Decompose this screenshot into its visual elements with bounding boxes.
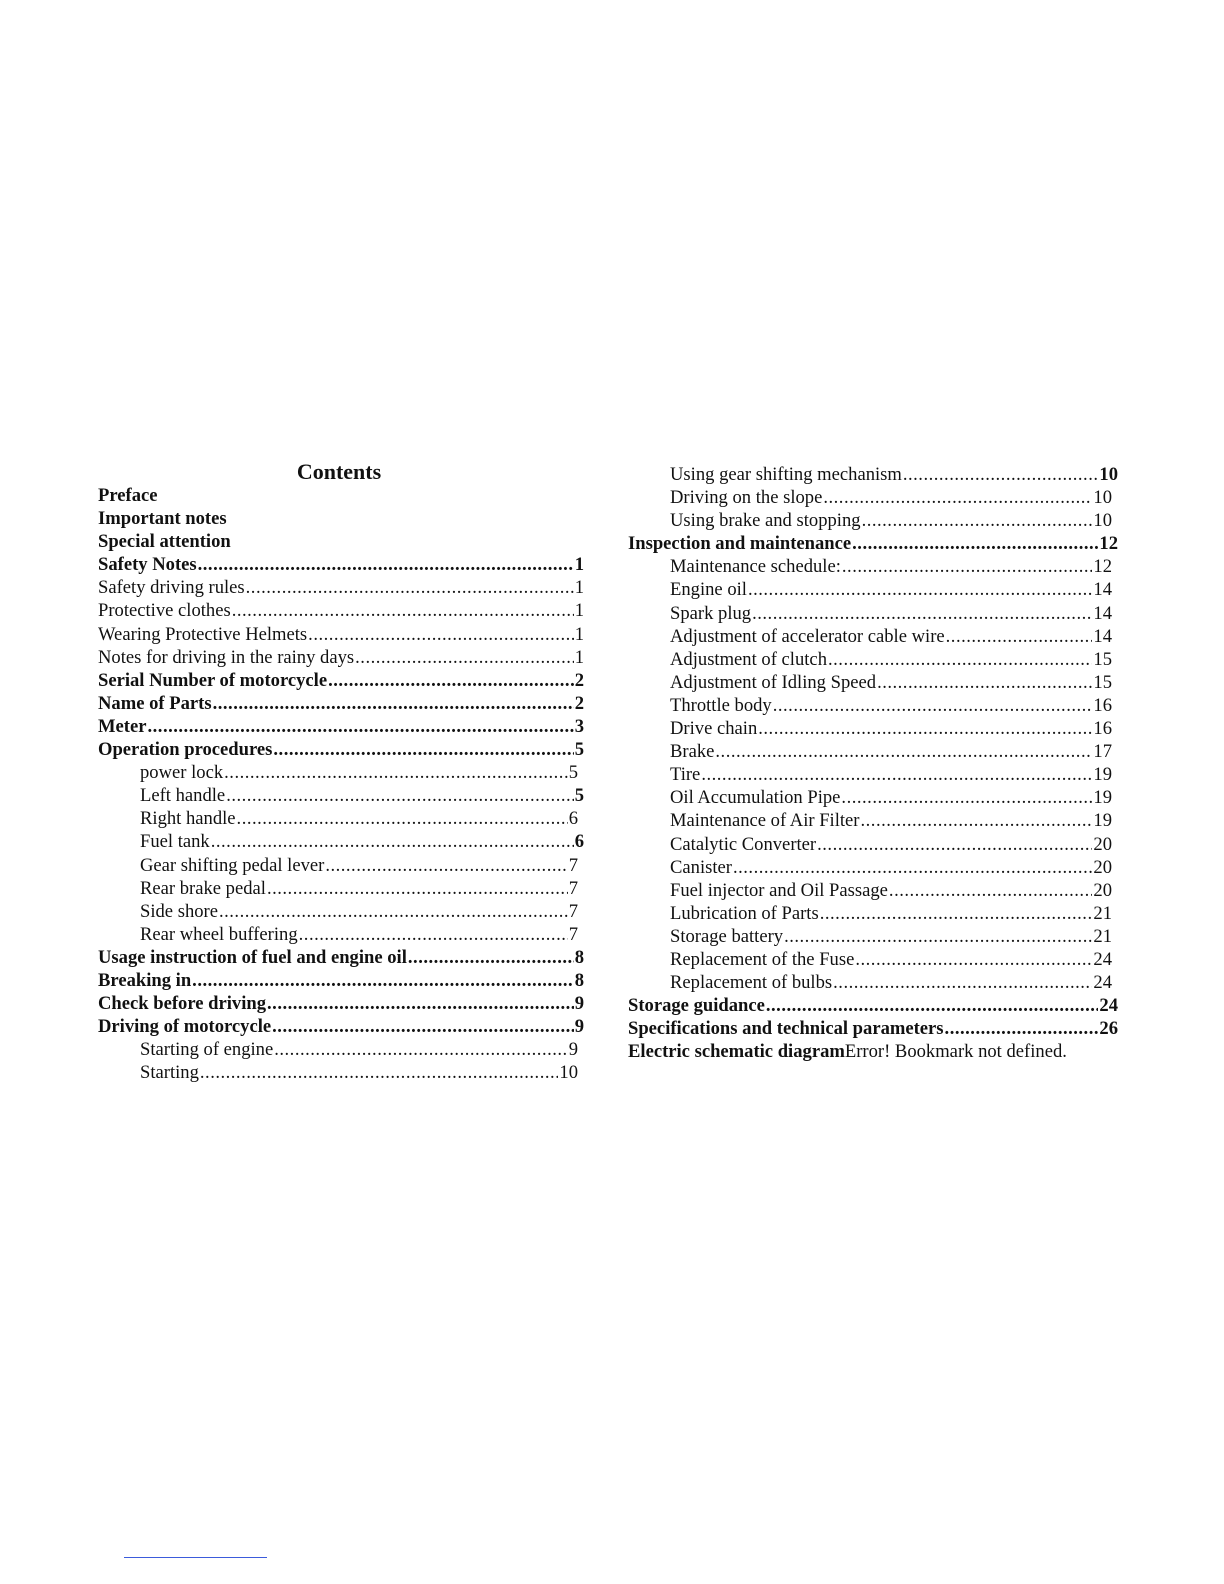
toc-entry-label: Important notes bbox=[98, 508, 227, 530]
dot-leader bbox=[267, 877, 568, 900]
toc-entry[interactable] bbox=[628, 971, 1118, 994]
toc-entry-page-number: 1 bbox=[574, 646, 584, 668]
dot-leader bbox=[862, 509, 1093, 532]
toc-entry[interactable] bbox=[98, 1061, 584, 1084]
toc-entry-page-number: 14 bbox=[1093, 579, 1112, 601]
toc-entry[interactable] bbox=[628, 1017, 1118, 1040]
toc-entry-page-number: 1 bbox=[574, 623, 584, 645]
toc-entry-page-number: 20 bbox=[1093, 856, 1112, 878]
toc-entry[interactable] bbox=[98, 854, 584, 877]
toc-entry-page-number: 19 bbox=[1093, 764, 1112, 786]
toc-entry[interactable] bbox=[98, 1038, 584, 1061]
toc-entry-label: Adjustment of accelerator cable wire bbox=[670, 625, 945, 647]
toc-entry[interactable] bbox=[98, 530, 584, 553]
toc-entry[interactable] bbox=[98, 992, 584, 1015]
toc-entry[interactable] bbox=[628, 602, 1118, 625]
toc-entry[interactable] bbox=[628, 879, 1118, 902]
toc-entry-label: Lubrication of Parts bbox=[670, 902, 819, 924]
toc-entry[interactable] bbox=[628, 809, 1118, 832]
toc-entry[interactable] bbox=[98, 923, 584, 946]
toc-entry-page-number: 10 bbox=[559, 1062, 578, 1084]
toc-entry-page-number: 24 bbox=[1099, 995, 1118, 1017]
dot-leader bbox=[828, 648, 1092, 671]
toc-entry-label: Protective clothes bbox=[98, 600, 231, 622]
toc-entry-label: Operation procedures bbox=[98, 739, 273, 761]
toc-entry[interactable] bbox=[628, 902, 1118, 925]
toc-entry[interactable] bbox=[628, 648, 1118, 671]
toc-entry-label: Rear wheel buffering bbox=[140, 923, 298, 945]
toc-entry[interactable] bbox=[98, 900, 584, 923]
dot-leader bbox=[946, 625, 1093, 648]
dot-leader bbox=[752, 602, 1092, 625]
toc-entry-page-number: 5 bbox=[574, 785, 584, 807]
dot-leader bbox=[299, 923, 568, 946]
toc-entry-page-number: 10 bbox=[1099, 464, 1118, 485]
toc-entry-label: Brake bbox=[670, 741, 715, 763]
toc-entry[interactable] bbox=[628, 486, 1118, 509]
dot-leader bbox=[855, 948, 1092, 971]
toc-entry[interactable] bbox=[628, 694, 1118, 717]
dot-leader bbox=[192, 969, 574, 992]
toc-entry-label: Wearing Protective Helmets bbox=[98, 623, 308, 645]
toc-entry-label: Catalytic Converter bbox=[670, 833, 817, 855]
toc-entry-label: Rear brake pedal bbox=[140, 877, 266, 899]
toc-entry-label: Right handle bbox=[140, 808, 236, 830]
toc-entry-error: Error! Bookmark not defined. bbox=[844, 1041, 1067, 1063]
toc-entry[interactable] bbox=[98, 784, 584, 807]
dot-leader bbox=[877, 671, 1092, 694]
toc-entry-label: Replacement of the Fuse bbox=[670, 948, 855, 970]
dot-leader bbox=[823, 486, 1092, 509]
toc-entry-page-number: 26 bbox=[1099, 1018, 1118, 1040]
dot-leader bbox=[408, 946, 574, 969]
dot-leader bbox=[355, 646, 574, 669]
toc-entry[interactable] bbox=[98, 669, 584, 692]
toc-entry-page-number: 9 bbox=[574, 1016, 584, 1038]
footnote-separator bbox=[124, 1557, 267, 1558]
toc-entry-page-number: 2 bbox=[574, 692, 584, 714]
toc-right-column bbox=[628, 463, 1118, 1063]
toc-entry-page-number: 14 bbox=[1093, 625, 1112, 647]
toc-entry-page-number: 21 bbox=[1093, 925, 1112, 947]
toc-entry-page-number: 5 bbox=[574, 739, 584, 761]
toc-entry-page-number: 20 bbox=[1093, 879, 1112, 901]
toc-entry[interactable] bbox=[628, 856, 1118, 879]
toc-entry-page-number: 6 bbox=[574, 831, 584, 853]
toc-entry-label: Driving of motorcycle bbox=[98, 1016, 272, 1038]
toc-entry-label: Safety Notes bbox=[98, 554, 197, 576]
toc-entry[interactable] bbox=[628, 786, 1118, 809]
toc-entry[interactable] bbox=[98, 553, 584, 576]
toc-entry-label: Fuel tank bbox=[140, 831, 210, 853]
toc-entry-page-number: 7 bbox=[568, 923, 578, 945]
dot-leader bbox=[701, 763, 1092, 786]
dot-leader bbox=[213, 692, 574, 715]
toc-entry-label: Oil Accumulation Pipe bbox=[670, 787, 841, 809]
dot-leader bbox=[817, 833, 1092, 856]
dot-leader bbox=[766, 994, 1099, 1017]
toc-entry-label: Adjustment of Idling Speed bbox=[670, 671, 877, 693]
dot-leader bbox=[945, 1017, 1099, 1040]
toc-entry-page-number: 1 bbox=[574, 577, 584, 599]
toc-entry[interactable] bbox=[628, 925, 1118, 948]
toc-entry-page-number: 10 bbox=[1093, 510, 1112, 532]
toc-entry[interactable] bbox=[98, 599, 584, 622]
toc-entry[interactable] bbox=[628, 833, 1118, 856]
toc-entry-label: Name of Parts bbox=[98, 692, 212, 714]
toc-entry[interactable] bbox=[98, 715, 584, 738]
toc-entry-page-number: 8 bbox=[574, 946, 584, 968]
toc-entry[interactable] bbox=[98, 576, 584, 599]
toc-entry[interactable] bbox=[628, 532, 1118, 555]
dot-leader bbox=[308, 623, 574, 646]
dot-leader bbox=[842, 555, 1093, 578]
dot-leader bbox=[246, 576, 574, 599]
toc-entry-page-number: 21 bbox=[1093, 902, 1112, 924]
toc-entry-label: Canister bbox=[670, 856, 732, 878]
toc-entry-label: Starting bbox=[140, 1062, 199, 1084]
toc-entry[interactable] bbox=[98, 877, 584, 900]
toc-entry[interactable] bbox=[628, 625, 1118, 648]
dot-leader bbox=[325, 854, 567, 877]
dot-leader bbox=[903, 463, 1099, 486]
dot-leader bbox=[273, 738, 573, 761]
toc-entry-label: Throttle body bbox=[670, 694, 772, 716]
toc-entry-label: Using brake and stopping bbox=[670, 510, 861, 532]
toc-entry-page-number: 9 bbox=[568, 1039, 578, 1061]
toc-entry-label: Storage guidance bbox=[628, 995, 765, 1017]
toc-entry[interactable] bbox=[628, 740, 1118, 763]
toc-entry-page-number: 17 bbox=[1093, 741, 1112, 763]
toc-entry-label: Engine oil bbox=[670, 579, 747, 601]
toc-entry-page-number: 16 bbox=[1093, 718, 1112, 740]
dot-leader bbox=[820, 902, 1093, 925]
toc-entry-label: Specifications and technical parameters bbox=[628, 1018, 944, 1040]
toc-left-column bbox=[98, 484, 584, 1084]
toc-entry-page-number: 9 bbox=[574, 993, 584, 1015]
toc-entry-label: Fuel injector and Oil Passage bbox=[670, 879, 888, 901]
dot-leader bbox=[219, 900, 568, 923]
toc-entry-label: Usage instruction of fuel and engine oil bbox=[98, 946, 407, 968]
toc-entry-label: Inspection and maintenance bbox=[628, 533, 852, 555]
toc-entry-label: Safety driving rules bbox=[98, 577, 245, 599]
dot-leader bbox=[200, 1061, 559, 1084]
toc-entry-page-number: 7 bbox=[568, 854, 578, 876]
toc-entry-label: Notes for driving in the rainy days bbox=[98, 646, 355, 668]
toc-entry-label: Spark plug bbox=[670, 602, 752, 624]
toc-entry[interactable] bbox=[98, 1015, 584, 1038]
toc-entry-page-number: 16 bbox=[1093, 694, 1112, 716]
toc-entry-page-number: 2 bbox=[574, 669, 584, 691]
toc-entry-page-number: 15 bbox=[1093, 648, 1112, 670]
toc-entry-label: Storage battery bbox=[670, 925, 784, 947]
dot-leader bbox=[267, 992, 574, 1015]
toc-entry-label: Side shore bbox=[140, 900, 218, 922]
dot-leader bbox=[232, 599, 574, 622]
dot-leader bbox=[889, 879, 1092, 902]
toc-entry-label: Adjustment of clutch bbox=[670, 648, 827, 670]
toc-entry-label: Maintenance schedule: bbox=[670, 556, 841, 578]
dot-leader bbox=[852, 532, 1098, 555]
toc-entry-label: Using gear shifting mechanism bbox=[670, 464, 902, 485]
dot-leader bbox=[272, 1015, 574, 1038]
dot-leader bbox=[328, 669, 574, 692]
dot-leader bbox=[758, 717, 1092, 740]
toc-entry[interactable] bbox=[628, 671, 1118, 694]
toc-entry-page-number: 19 bbox=[1093, 787, 1112, 809]
toc-entry[interactable] bbox=[628, 555, 1118, 578]
toc-entry[interactable] bbox=[98, 807, 584, 830]
toc-entry[interactable] bbox=[98, 692, 584, 715]
dot-leader bbox=[224, 761, 568, 784]
toc-entry-page-number: 8 bbox=[574, 969, 584, 991]
toc-entry-label: Starting of engine bbox=[140, 1039, 274, 1061]
toc-entry[interactable] bbox=[98, 761, 584, 784]
toc-entry-page-number: 3 bbox=[574, 715, 584, 737]
toc-entry-page-number: 5 bbox=[568, 762, 578, 784]
toc-entry[interactable] bbox=[628, 948, 1118, 971]
toc-entry[interactable] bbox=[98, 946, 584, 969]
toc-entry-page-number: 20 bbox=[1093, 833, 1112, 855]
toc-entry[interactable] bbox=[628, 994, 1118, 1017]
dot-leader bbox=[211, 830, 574, 853]
toc-entry[interactable] bbox=[98, 969, 584, 992]
toc-entry-label: Tire bbox=[670, 764, 701, 786]
toc-entry[interactable] bbox=[98, 830, 584, 853]
dot-leader bbox=[748, 578, 1092, 601]
toc-entry[interactable] bbox=[628, 578, 1118, 601]
toc-entry-page-number: 12 bbox=[1099, 533, 1118, 555]
toc-entry-label: Preface bbox=[98, 485, 158, 506]
dot-leader bbox=[784, 925, 1092, 948]
contents-title: Contents bbox=[296, 459, 382, 484]
dot-leader bbox=[226, 784, 574, 807]
toc-entry-page-number: 12 bbox=[1093, 556, 1112, 578]
toc-entry-label: Electric schematic diagram bbox=[628, 1041, 845, 1063]
toc-entry-label: Left handle bbox=[140, 785, 226, 807]
toc-entry-page-number: 15 bbox=[1093, 671, 1112, 693]
toc-entry-page-number: 7 bbox=[568, 900, 578, 922]
toc-entry-page-number: 1 bbox=[574, 600, 584, 622]
dot-leader bbox=[148, 715, 574, 738]
dot-leader bbox=[198, 553, 574, 576]
toc-entry-label: Special attention bbox=[98, 531, 231, 553]
toc-entry[interactable] bbox=[628, 463, 1118, 486]
dot-leader bbox=[773, 694, 1093, 717]
toc-entry-label: Replacement of bulbs bbox=[670, 972, 833, 994]
toc-entry-label: Drive chain bbox=[670, 718, 758, 740]
toc-entry[interactable] bbox=[98, 738, 584, 761]
dot-leader bbox=[833, 971, 1092, 994]
toc-entry-page-number: 24 bbox=[1093, 948, 1112, 970]
toc-entry-page-number: 1 bbox=[574, 554, 584, 576]
dot-leader bbox=[274, 1038, 567, 1061]
toc-entry-label: Check before driving bbox=[98, 993, 267, 1015]
toc-entry-label: Breaking in bbox=[98, 969, 192, 991]
toc-entry-label: Serial Number of motorcycle bbox=[98, 669, 328, 691]
toc-entry-page-number: 10 bbox=[1093, 487, 1112, 509]
toc-entry[interactable] bbox=[628, 1040, 1118, 1063]
toc-entry[interactable] bbox=[98, 507, 584, 530]
toc-entry-label: Driving on the slope bbox=[670, 487, 823, 509]
toc-entry-label: Gear shifting pedal lever bbox=[140, 854, 325, 876]
toc-entry-page-number: 14 bbox=[1093, 602, 1112, 624]
toc-entry[interactable] bbox=[98, 623, 584, 646]
toc-entry-label: Meter bbox=[98, 715, 147, 737]
toc-entry[interactable] bbox=[98, 484, 584, 507]
toc-entry[interactable] bbox=[628, 717, 1118, 740]
toc-entry-page-number: 19 bbox=[1093, 810, 1112, 832]
toc-entry-page-number: 7 bbox=[568, 877, 578, 899]
dot-leader bbox=[237, 807, 568, 830]
dot-leader bbox=[733, 856, 1092, 879]
dot-leader bbox=[861, 809, 1093, 832]
toc-entry[interactable] bbox=[628, 763, 1118, 786]
dot-leader bbox=[715, 740, 1092, 763]
toc-entry-page-number: 6 bbox=[568, 808, 578, 830]
toc-entry-label: power lock bbox=[140, 762, 224, 784]
toc-entry-page-number: 24 bbox=[1093, 972, 1112, 994]
toc-entry[interactable] bbox=[628, 509, 1118, 532]
toc-entry-label: Maintenance of Air Filter bbox=[670, 810, 860, 832]
dot-leader bbox=[841, 786, 1092, 809]
toc-entry[interactable] bbox=[98, 646, 584, 669]
